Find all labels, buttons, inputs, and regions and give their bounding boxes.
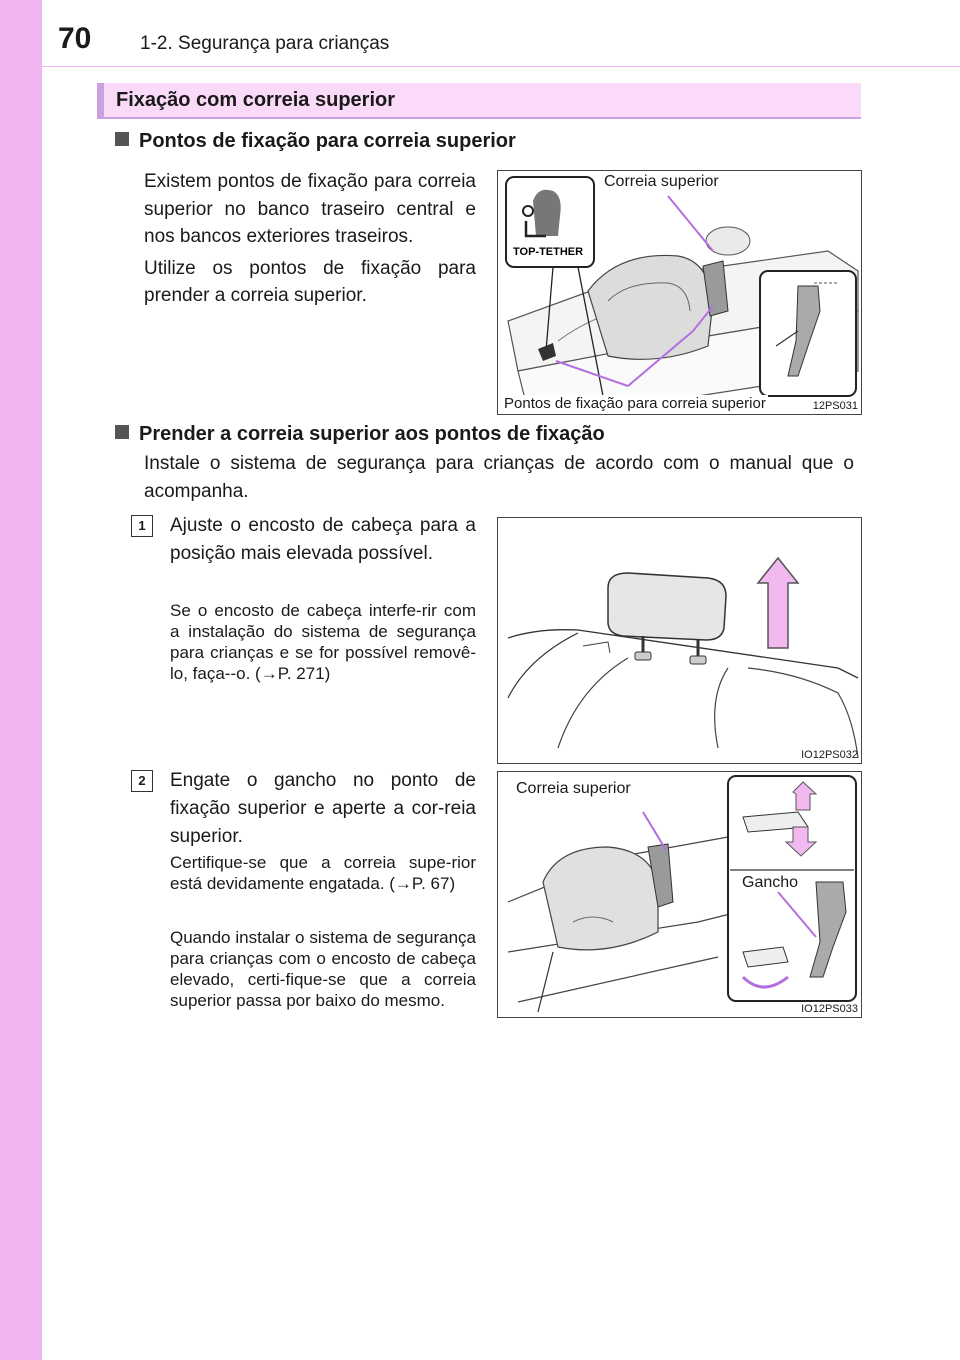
header-divider [42,66,960,67]
step-2-note-1: Certifique-se que a correia supe-rior está devidamente engatada. (→P. 67) [170,853,476,893]
step-1-text: Ajuste o encosto de cabeça para a posição mais elevada possível. [170,515,476,564]
page-number: 70 [58,22,92,55]
anchor-points-paragraph-2: Utilize os pontos de fixação para prender a correia superior. [144,257,476,306]
step-2-note-2: Quando instalar o sistema de segurança para crianças com o encosto de cabeça elevado, certi-fique-se que a correia superior passa por baixo do mesmo. [170,928,476,1010]
rear-seat-illustration [498,171,862,415]
subsection-heading-attach: Prender a correia superior aos pontos de fixação [115,423,605,446]
step-1-note: Se o encosto de cabeça interfe-rir com a instalação do sistema de segurança para crianças e se for possível removê-lo, faça--o. (→P. 271) [170,601,476,683]
figure-code: IO12PS032 [801,749,858,761]
section-title-bar [97,83,861,119]
tether-icon-text: TOP-TETHER [513,246,584,258]
label-top-tether: Correia superior [516,780,631,797]
step-number-2: 2 [131,770,153,792]
figure-hook [497,771,862,1018]
anchor-points-text [144,168,476,314]
page-sidebar-tab [0,0,42,1360]
label-anchor-points: Pontos de fixação para correia superior [504,395,766,412]
attach-intro-text: Instale o sistema de segurança para crianças de acordo com o manual que o acompanha. [144,453,854,502]
anchor-points-paragraph-1: Existem pontos de fixação para correia superior no banco traseiro central e nos bancos exteriores traseiros. [144,171,476,247]
hook-illustration [498,772,862,1018]
label-top-tether: Correia superior [604,173,719,190]
section-title: Fixação com correia superior [116,89,396,111]
step-2-text: Engate o gancho no ponto de fixação superior e aperte a cor-reia superior. [170,770,476,847]
figure-code: IO12PS033 [801,1003,858,1015]
headrest-illustration [498,518,862,764]
label-hook: Gancho [742,874,799,891]
figure-headrest [497,517,862,764]
subsection-heading-anchor-points: Pontos de fixação para correia superior [115,130,516,153]
square-bullet-icon [115,132,129,146]
chapter-title: 1-2. Segurança para crianças [140,33,390,54]
square-bullet-icon [115,425,129,439]
figure-anchor-points [497,170,862,415]
step-number-1: 1 [131,515,153,537]
figure-code: 12PS031 [812,400,858,412]
